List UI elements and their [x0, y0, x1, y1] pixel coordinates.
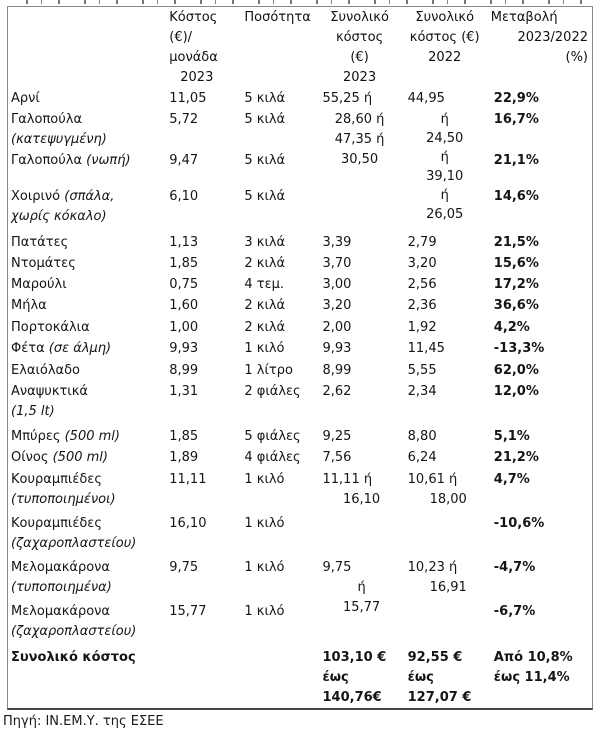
cell-change: 12,0% [493, 384, 539, 399]
cell-total-2022: 6,24 [407, 450, 437, 465]
cell-cost: 8,99 [169, 363, 199, 378]
header-change: Μεταβολή 2023/2022 (%) [490, 10, 588, 65]
cell-cost: 1,85 [169, 256, 199, 271]
cell-total-2023-merged: 9,75 ή 15,77 [322, 560, 381, 615]
cell-totals-2022: 92,55 € έως 127,07 € [407, 650, 472, 705]
cell-cost: 1,31 [169, 384, 199, 399]
cell-item: Γαλοπούλα (κατεψυγμένη) [11, 112, 107, 147]
table-row [8, 601, 592, 647]
cell-change: 22,9% [493, 91, 539, 106]
cell-item: Πορτοκάλια [11, 320, 90, 335]
table [8, 7, 592, 708]
cell-qty: 1 κιλό [244, 341, 285, 356]
cell-change: 4,2% [493, 320, 530, 335]
table-header-row [8, 7, 592, 88]
cell-total-2023: 11,11 ή 16,10 [322, 472, 381, 507]
table-row [8, 557, 592, 601]
cell-total-2023: 7,56 [322, 450, 352, 465]
source-note: Πηγή: ΙΝ.ΕΜ.Υ. της ΕΣΕΕ [3, 714, 164, 729]
cell-total-2022: 2,79 [407, 235, 437, 250]
cell-change: 4,7% [493, 472, 530, 487]
cell-cost: 1,60 [169, 298, 199, 313]
cell-cost: 16,10 [169, 516, 207, 531]
clipped-title-fragment [14, 0, 590, 4]
table-row [8, 274, 592, 295]
cell-total-2023: 9,93 [322, 341, 352, 356]
cell-change: -6,7% [493, 604, 536, 619]
cell-item: Μήλα [11, 298, 47, 313]
totals-row [8, 647, 592, 708]
cell-change: 14,6% [493, 189, 539, 204]
cell-item: Ντομάτες [11, 256, 76, 271]
cell-qty: 5 κιλά [244, 153, 286, 168]
header-cost-per-unit: Κόστος (€)/ μονάδα 2023 [169, 10, 218, 85]
cell-qty: 1 κιλό [244, 472, 285, 487]
cell-item: Γαλοπούλα (νωπή) [11, 153, 131, 168]
cell-qty: 2 κιλά [244, 320, 286, 335]
cell-total-2023: 3,20 [322, 298, 352, 313]
cell-qty: 3 κιλά [244, 235, 286, 250]
cell-change: -10,6% [493, 516, 545, 531]
table-row [8, 109, 592, 150]
cell-total-2023: 3,39 [322, 235, 352, 250]
cell-total-2023 [319, 513, 401, 557]
cell-total-2022: 8,80 [407, 429, 437, 444]
table-row [8, 513, 592, 557]
table-row [8, 186, 592, 232]
table-row [8, 426, 592, 447]
cell-total-2023: 9,25 [322, 429, 352, 444]
header-quantity: Ποσότητα [244, 10, 311, 25]
cell-cost: 5,72 [169, 112, 199, 127]
cell-totals-change: Από 10,8% έως 11,4% [493, 650, 573, 685]
cell-total-2023: 2,00 [322, 320, 352, 335]
cell-change: 21,2% [493, 450, 539, 465]
cell-change: 5,1% [493, 429, 530, 444]
cost-comparison-table [7, 6, 593, 710]
cell-cost: 1,89 [169, 450, 199, 465]
cell-item: Φέτα (σε άλμη) [11, 341, 112, 356]
cell-cost: 1,85 [169, 429, 199, 444]
cell-item: Κουραμπιέδες (τυποποιημένοι) [11, 472, 116, 507]
cell-change: 17,2% [493, 277, 539, 292]
table-row [8, 317, 592, 338]
cell-qty: 5 κιλά [244, 189, 286, 204]
cell-totals-label: Συνολικό κόστος [11, 650, 136, 665]
cell-item: Πατάτες [11, 235, 69, 250]
cell-total-2023: 8,99 [322, 363, 352, 378]
cell-item: Ελαιόλαδο [11, 363, 80, 378]
cell-item: Μπύρες (500 ml) [11, 429, 120, 444]
cell-item: Χοιρινό (σπάλα, χωρίς κόκαλο) [11, 189, 115, 224]
cell-cost: 0,75 [169, 277, 199, 292]
cell-item: Αρνί [11, 91, 40, 106]
cell-qty: 2 κιλά [244, 298, 286, 313]
cell-change: 15,6% [493, 256, 539, 271]
cell-cost: 9,75 [169, 560, 199, 575]
cell-qty: 1 κιλό [244, 516, 285, 531]
cell-item: Μελομακάρονα (τυποποιημένα) [11, 560, 112, 595]
header-item [8, 7, 162, 88]
cell-total-2023: 3,00 [322, 277, 352, 292]
table-row [8, 150, 592, 186]
cell-change: -13,3% [493, 341, 545, 356]
cell-qty: 5 κιλά [244, 112, 286, 127]
cell-cost: 11,05 [169, 91, 207, 106]
table-row [8, 381, 592, 426]
table-row [8, 295, 592, 317]
table-row [8, 469, 592, 513]
cell-change: 21,5% [493, 235, 539, 250]
cell-item: Κουραμπιέδες (ζαχαροπλαστείου) [11, 516, 137, 551]
cell-qty: 2 κιλά [244, 256, 286, 271]
cell-qty: 2 φιάλες [244, 384, 301, 399]
cell-total-2022: 3,20 [407, 256, 437, 271]
cell-total-2022 [401, 513, 489, 557]
table-row [8, 88, 592, 109]
table-row [8, 253, 592, 274]
cell-total-2023: 55,25 ή [322, 91, 373, 106]
cell-cost: 9,47 [169, 153, 199, 168]
cell-item: Οίνος (500 ml) [11, 450, 108, 465]
cell-qty: 1 λίτρο [244, 363, 293, 378]
cell-change: 62,0% [493, 363, 539, 378]
cell-total-2022: 5,55 [407, 363, 437, 378]
cell-qty: 4 τεμ. [244, 277, 285, 292]
header-total-2022: Συνολικό κόστος (€) 2022 [409, 10, 480, 65]
cell-total-2022: 2,36 [407, 298, 437, 313]
cell-cost: 1,00 [169, 320, 199, 335]
cell-change: -4,7% [493, 560, 536, 575]
cell-cost: 1,13 [169, 235, 199, 250]
cell-qty: 5 κιλά [244, 91, 286, 106]
cell-total-2023: 3,70 [322, 256, 352, 271]
table-row [8, 338, 592, 360]
cell-total-2022: 44,95 [407, 91, 445, 106]
cell-qty: 1 κιλό [244, 560, 285, 575]
cell-cost: 9,93 [169, 341, 199, 356]
cell-total-2022-merged: ή 24,50 ή 39,10 ή 26,05 [426, 112, 464, 222]
cell-total-2023-merged: 28,60 ή 47,35 ή 30,50 [334, 112, 385, 167]
cell-total-2022: 1,92 [407, 320, 437, 335]
cell-change: 16,7% [493, 112, 539, 127]
table-row [8, 447, 592, 469]
cell-item: Μελομακάρονα (ζαχαροπλαστείου) [11, 604, 137, 639]
cell-total-2022: 10,23 ή 16,91 [407, 560, 467, 595]
cell-cost: 6,10 [169, 189, 199, 204]
table-row [8, 360, 592, 381]
cell-total-2022: 2,56 [407, 277, 437, 292]
cell-cost: 11,11 [169, 472, 207, 487]
cell-item: Μαρούλι [11, 277, 67, 292]
cell-change: 36,6% [493, 298, 539, 313]
cell-change: 21,1% [493, 153, 539, 168]
cell-total-2022: 11,45 [407, 341, 445, 356]
header-total-2023: Συνολικό κόστος (€) 2023 [330, 10, 389, 85]
cell-total-2022: 10,61 ή 18,00 [407, 472, 467, 507]
table-row [8, 232, 592, 253]
cell-qty: 1 κιλό [244, 604, 285, 619]
cell-qty: 4 φιάλες [244, 450, 301, 465]
cell-qty: 5 φιάλες [244, 429, 301, 444]
cell-total-2022: 2,34 [407, 384, 437, 399]
cell-total-2022 [401, 601, 489, 647]
cell-totals-2023: 103,10 € έως 140,76€ [322, 650, 387, 705]
cell-total-2023: 2,62 [322, 384, 352, 399]
cell-cost: 15,77 [169, 604, 207, 619]
cell-item: Αναψυκτικά (1,5 lt) [11, 384, 88, 419]
